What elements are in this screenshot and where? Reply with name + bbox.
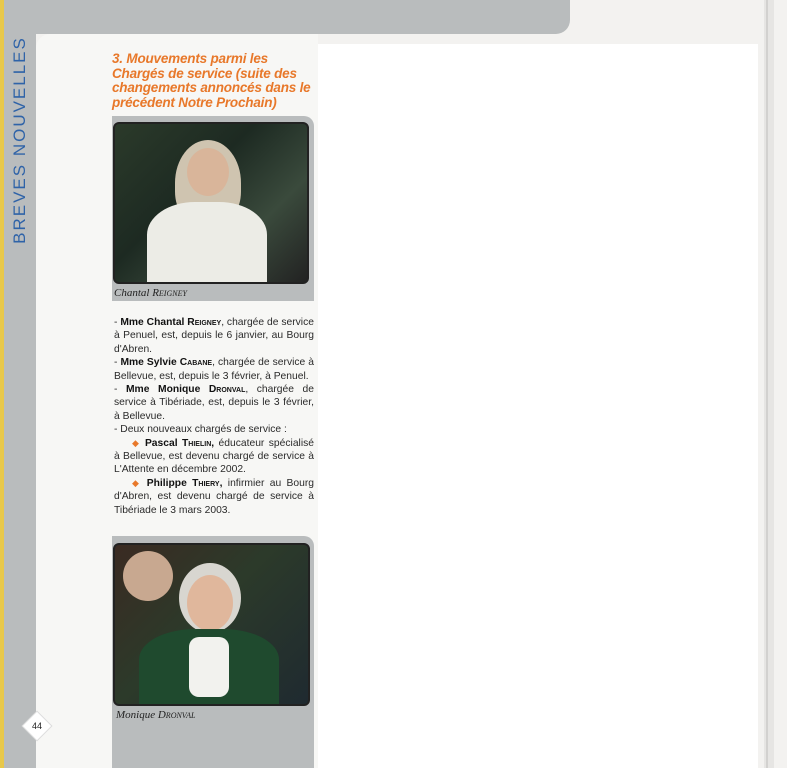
top-right-margin bbox=[570, 0, 764, 44]
paragraph-thielin: ◆ Pascal Thielin, éducateur spécialisé à Bellevue, est devenu chargé de service à L'Attente en décembre 2002. bbox=[114, 437, 314, 476]
article-header bbox=[112, 52, 312, 110]
photo-caption-2 bbox=[116, 709, 195, 721]
top-gray-band bbox=[4, 0, 570, 34]
blank-facing-page bbox=[318, 44, 758, 768]
paragraph-dronval: - Mme Monique Dronval, chargée de service à Tibériade, est, depuis le 3 février, à Bellevue. bbox=[114, 384, 314, 422]
paragraph-cabane: - Mme Sylvie Cabane, chargée de service à Bellevue, est, depuis le 3 février, à Penuel. bbox=[114, 357, 315, 382]
gutter-line bbox=[766, 0, 768, 768]
caption-1-last: Reigney bbox=[152, 287, 187, 299]
page-number: 44 bbox=[31, 721, 42, 731]
photo-chantal-reigney bbox=[113, 122, 309, 284]
paragraph-new-staff-intro: - Deux nouveaux chargés de service : bbox=[114, 424, 287, 436]
article-body bbox=[114, 316, 314, 517]
orange-diamond-icon: ◆ bbox=[132, 437, 141, 448]
paragraph-reigney: - Mme Chantal Reigney, chargée de service à Penuel, est, depuis le 6 janvier, au Bourg d'Abren. bbox=[114, 317, 314, 355]
caption-2-last: Dronval bbox=[157, 709, 196, 721]
section-side-title: BREVES NOUVELLES bbox=[10, 36, 29, 244]
orange-diamond-icon: ◆ bbox=[132, 477, 142, 488]
article-heading: 3. Mouvements parmi les Chargés de service (suite des changements annoncés dans le précédent Notre Prochain) bbox=[112, 51, 311, 110]
photo-caption-1 bbox=[114, 287, 187, 299]
paragraph-thiery: ◆ Philippe Thiery, infirmier au Bourg d'Abren, est devenu chargé de service à Tibériade le 3 mars 2003. bbox=[114, 477, 314, 516]
caption-1-first: Chantal bbox=[114, 287, 150, 299]
caption-2-first: Monique bbox=[116, 709, 156, 721]
photo-monique-dronval bbox=[113, 543, 310, 706]
